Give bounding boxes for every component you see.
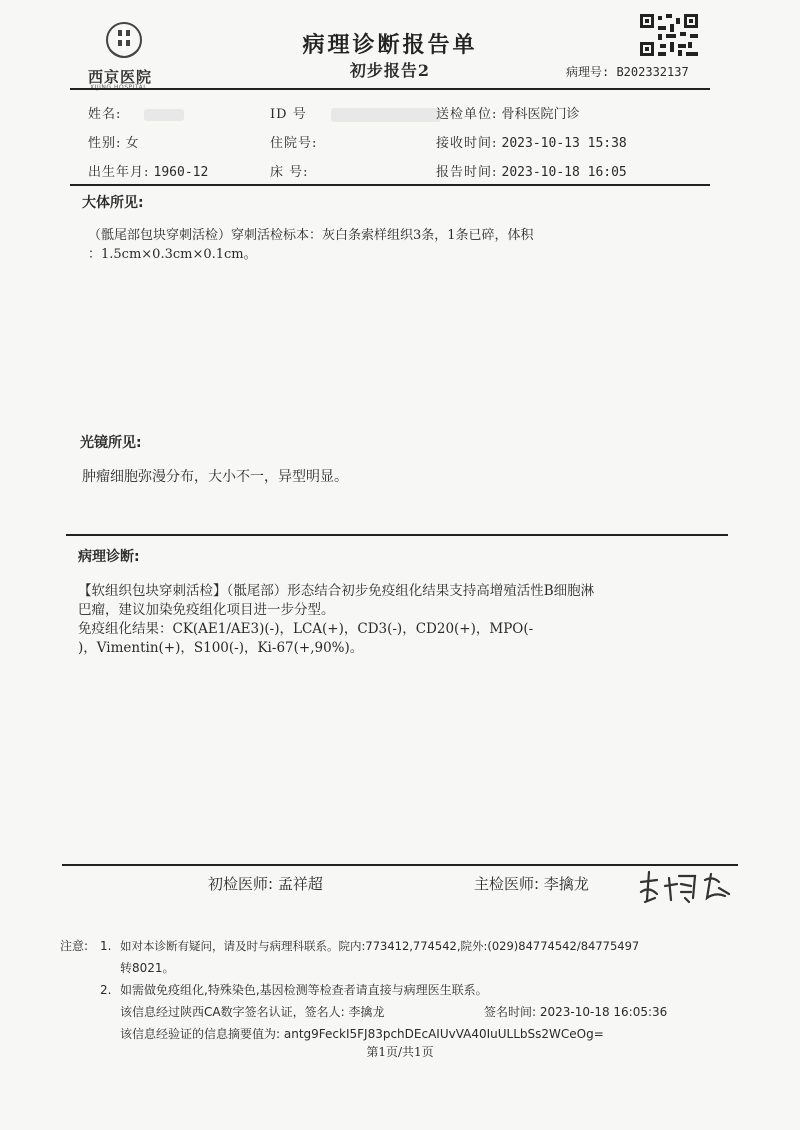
note-1-line-1: 如对本诊断有疑问，请及时与病理科联系。院内:773412,774542,院外:(029)84774542/84775497 bbox=[120, 939, 640, 953]
report-time-value: 2023-10-18 16:05 bbox=[501, 165, 627, 180]
report-time-field bbox=[436, 161, 627, 180]
diagnosis-line-3: 免疫组化结果：CK(AE1/AE3)(-)，LCA(+)，CD3(-)，CD20(+)，MPO(- bbox=[78, 621, 534, 637]
id-label: ID 号 bbox=[270, 107, 307, 122]
report-title: 病理诊断报告单 bbox=[302, 32, 478, 58]
header-divider bbox=[70, 88, 710, 90]
note-2-text: 如需做免疫组化,特殊染色,基因检测等检查者请直接与病理医生联系。 bbox=[120, 983, 488, 997]
initial-doctor-name: 孟祥超 bbox=[277, 875, 323, 893]
hospital-name-en: XIJING HOSPITAL bbox=[90, 84, 148, 91]
sex-label: 性别: bbox=[88, 136, 122, 151]
note-2-number: 2. bbox=[100, 983, 112, 997]
signature-time: 签名时间: 2023-10-18 16:05:36 bbox=[484, 1005, 668, 1019]
diagnosis-line-2: 巴瘤，建议加染免疫组化项目进一步分型。 bbox=[78, 602, 335, 618]
microscopy-heading: 光镜所见: bbox=[80, 435, 142, 451]
handwritten-signature-icon bbox=[635, 868, 735, 908]
initial-doctor-label: 初检医师: bbox=[208, 875, 274, 893]
note-1-number: 1. bbox=[100, 939, 112, 953]
diagnosis-text bbox=[78, 582, 718, 658]
gross-line-1: （骶尾部包块穿刺活检）穿刺活检标本：灰白条索样组织3条，1条已碎，体积 bbox=[88, 228, 534, 243]
hospital-emblem-icon bbox=[102, 20, 146, 64]
birth-field bbox=[88, 161, 208, 180]
info-divider bbox=[70, 184, 710, 186]
qr-code-icon bbox=[640, 14, 698, 56]
bed-field bbox=[270, 161, 309, 180]
id-redacted bbox=[331, 108, 441, 122]
doctor-divider bbox=[62, 864, 738, 866]
page-number: 第1页/共1页 bbox=[366, 1045, 434, 1059]
chief-doctor-label: 主检医师: bbox=[474, 875, 540, 893]
sex-value: 女 bbox=[125, 136, 139, 151]
dept-field bbox=[436, 103, 580, 122]
diagnosis-line-4: )，Vimentin(+)，S100(-)，Ki-67(+,90%)。 bbox=[78, 640, 364, 656]
received-label: 接收时间: bbox=[436, 136, 498, 151]
received-time-field bbox=[436, 132, 627, 151]
patient-id-field bbox=[270, 103, 441, 122]
digest-text: 该信息经验证的信息摘要值为: antg9FeckI5FJ83pchDEcAIUvVA40IuULLbSs2WCeOg= bbox=[120, 1027, 604, 1041]
report-subtitle: 初步报告2 bbox=[349, 61, 431, 80]
dept-label: 送检单位: bbox=[436, 107, 498, 122]
pathology-number: 病理号: B202332137 bbox=[566, 65, 689, 79]
gross-heading: 大体所见: bbox=[82, 195, 144, 211]
chief-doctor bbox=[474, 873, 589, 894]
birth-label: 出生年月: bbox=[88, 165, 150, 180]
gross-line-2: ：1.5cm×0.3cm×0.1cm。 bbox=[88, 247, 257, 262]
patient-name-field bbox=[88, 103, 184, 122]
ca-signature-text: 该信息经过陕西CA数字签名认证，签名人: 李擒龙 bbox=[120, 1005, 385, 1019]
gross-text bbox=[88, 226, 688, 264]
name-label: 姓名: bbox=[88, 107, 122, 122]
microscopy-text: 肿瘤细胞弥漫分布，大小不一，异型明显。 bbox=[82, 469, 348, 485]
diagnosis-heading: 病理诊断: bbox=[78, 549, 140, 565]
name-redacted bbox=[144, 109, 184, 121]
admission-label: 住院号: bbox=[270, 136, 318, 151]
note-1-line-2: 转8021。 bbox=[120, 961, 175, 975]
initial-doctor bbox=[208, 873, 323, 894]
notes-label: 注意: bbox=[60, 939, 89, 953]
patient-sex-field bbox=[88, 132, 139, 151]
received-value: 2023-10-13 15:38 bbox=[501, 136, 627, 151]
diagnosis-line-1: 【软组织包块穿刺活检】（骶尾部）形态结合初步免疫组化结果支持高增殖活性B细胞淋 bbox=[78, 583, 595, 599]
admission-field bbox=[270, 132, 317, 151]
report-time-label: 报告时间: bbox=[436, 165, 498, 180]
chief-doctor-name: 李擒龙 bbox=[543, 875, 589, 893]
hospital-name: 西京医院 bbox=[88, 68, 153, 86]
hospital-logo bbox=[88, 18, 172, 92]
diagnosis-divider bbox=[66, 534, 728, 536]
birth-value: 1960-12 bbox=[153, 165, 209, 180]
bed-label: 床 号: bbox=[270, 165, 309, 180]
dept-value: 骨科医院门诊 bbox=[501, 107, 580, 122]
